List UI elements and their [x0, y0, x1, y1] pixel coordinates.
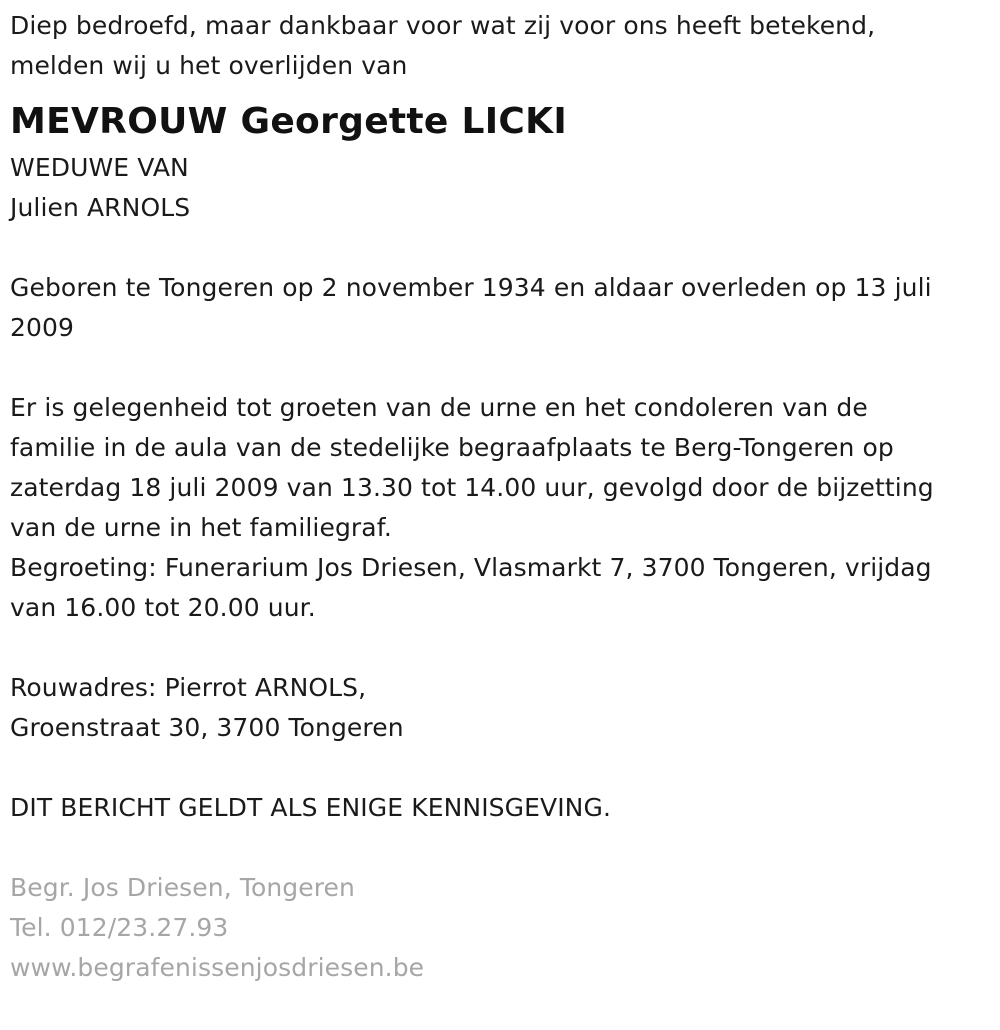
mourning-address-line-2: Groenstraat 30, 3700 Tongeren — [10, 713, 404, 742]
relation-title: WEDUWE VAN — [10, 153, 189, 182]
ceremony-line-4: van de urne in het familiegraf. — [10, 513, 392, 542]
mourning-address — [10, 668, 990, 748]
ceremony-line-2: familie in de aula van de stedelijke begraafplaats te Berg-Tongeren op — [10, 433, 894, 462]
mourning-address-line-1: Rouwadres: Pierrot ARNOLS, — [10, 673, 367, 702]
spouse-name: Julien ARNOLS — [10, 193, 191, 222]
spacer — [10, 748, 990, 788]
greeting-line-1: Begroeting: Funerarium Jos Driesen, Vlasmarkt 7, 3700 Tongeren, vrijdag — [10, 553, 932, 582]
spacer — [10, 348, 990, 388]
birth-death-info — [10, 268, 990, 348]
funeral-home-website[interactable]: www.begrafenissenjosdriesen.be — [10, 953, 425, 982]
intro-line-1: Diep bedroefd, maar dankbaar voor wat zij voor ons heeft betekend, — [10, 11, 876, 40]
intro-text — [10, 6, 990, 86]
birth-death-line-1: Geboren te Tongeren op 2 november 1934 en aldaar overleden op 13 juli — [10, 273, 932, 302]
ceremony-info — [10, 388, 990, 628]
ceremony-line-3: zaterdag 18 juli 2009 van 13.30 tot 14.00 uur, gevolgd door de bijzetting — [10, 473, 934, 502]
official-notice: DIT BERICHT GELDT ALS ENIGE KENNISGEVING. — [10, 793, 611, 822]
funeral-home-phone: Tel. 012/23.27.93 — [10, 913, 229, 942]
deceased-name: MEVROUW Georgette LICKI — [10, 101, 568, 142]
spacer — [10, 828, 990, 868]
spacer — [10, 228, 990, 268]
birth-death-line-2: 2009 — [10, 313, 75, 342]
obituary-notice — [10, 6, 990, 988]
ceremony-line-1: Er is gelegenheid tot groeten van de urne en het condoleren van de — [10, 393, 868, 422]
funeral-home-name: Begr. Jos Driesen, Tongeren — [10, 873, 355, 902]
spacer — [10, 628, 990, 668]
greeting-line-2: van 16.00 tot 20.00 uur. — [10, 593, 316, 622]
funeral-home-footer — [10, 868, 990, 988]
intro-line-2: melden wij u het overlijden van — [10, 51, 408, 80]
